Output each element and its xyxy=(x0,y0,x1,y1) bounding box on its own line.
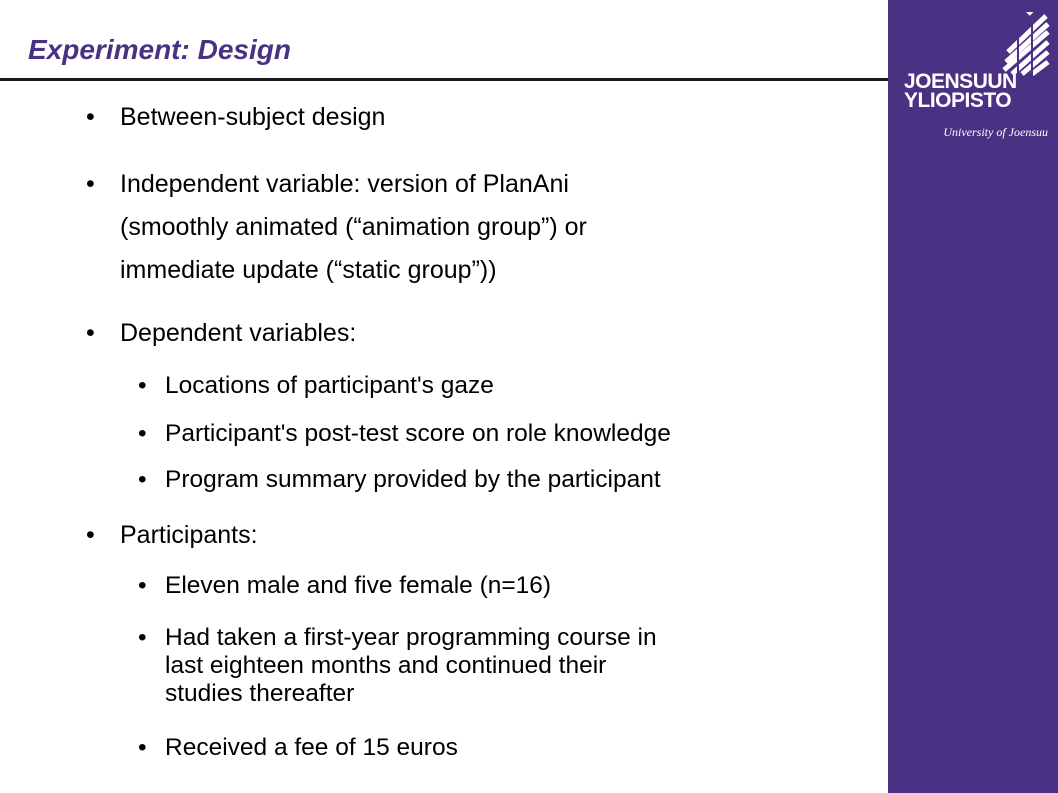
sub-bullet-program-summary xyxy=(138,458,661,501)
logo-line-2: YLIOPISTO xyxy=(904,89,1012,112)
bullet-text: Participant's post-test score on role knowledge xyxy=(165,420,671,447)
bullet-text: Received a fee of 15 euros xyxy=(165,734,458,761)
bullet-glyph: • xyxy=(86,521,95,549)
bullet-glyph: • xyxy=(138,372,147,399)
bullet-independent-variable xyxy=(86,163,587,292)
bullet-glyph: • xyxy=(138,734,147,761)
bullet-text: Participants: xyxy=(120,521,258,549)
sub-bullet-programming-course xyxy=(138,624,657,708)
sub-bullet-gender xyxy=(138,564,552,607)
bullet-text-line-3: immediate update (“static group”)) xyxy=(120,256,497,284)
university-logo-wordmark xyxy=(904,72,1017,110)
bullet-dependent-variables xyxy=(86,312,357,355)
bullet-participants xyxy=(86,514,258,557)
bullet-glyph: • xyxy=(138,466,147,493)
bullet-glyph: • xyxy=(86,170,95,198)
bullet-glyph: • xyxy=(138,624,147,651)
bullet-glyph: • xyxy=(86,319,95,347)
bullet-text-line-2: last eighteen months and continued their xyxy=(165,652,607,679)
logo-line-1: JOENSUUN xyxy=(904,70,1017,93)
sub-bullet-fee xyxy=(138,726,458,769)
bullet-text: Locations of participant's gaze xyxy=(165,372,494,399)
title-divider xyxy=(0,78,888,81)
bullet-text: Dependent variables: xyxy=(120,319,357,347)
bullet-glyph: • xyxy=(138,572,147,599)
bullet-glyph: • xyxy=(86,103,95,131)
bullet-text-line-2: (smoothly animated (“animation group”) or xyxy=(120,213,587,241)
sub-bullet-gaze xyxy=(138,364,494,407)
sub-bullet-post-test xyxy=(138,412,671,455)
bullet-text-line-1: Had taken a first-year programming course in xyxy=(165,624,657,651)
slide-title: Experiment: Design xyxy=(28,34,291,65)
bullet-text: Eleven male and five female (n=16) xyxy=(165,572,552,599)
bullet-text-line-3: studies thereafter xyxy=(165,680,355,707)
brand-sidebar xyxy=(888,0,1058,793)
bullet-between-subject xyxy=(86,96,386,139)
bullet-glyph: • xyxy=(138,420,147,447)
bullet-text: Program summary provided by the participant xyxy=(165,466,661,493)
bullet-text-line-1: Independent variable: version of PlanAni xyxy=(120,170,569,198)
bullet-text: Between-subject design xyxy=(120,103,386,131)
university-tagline: University of Joensuu xyxy=(943,125,1048,139)
